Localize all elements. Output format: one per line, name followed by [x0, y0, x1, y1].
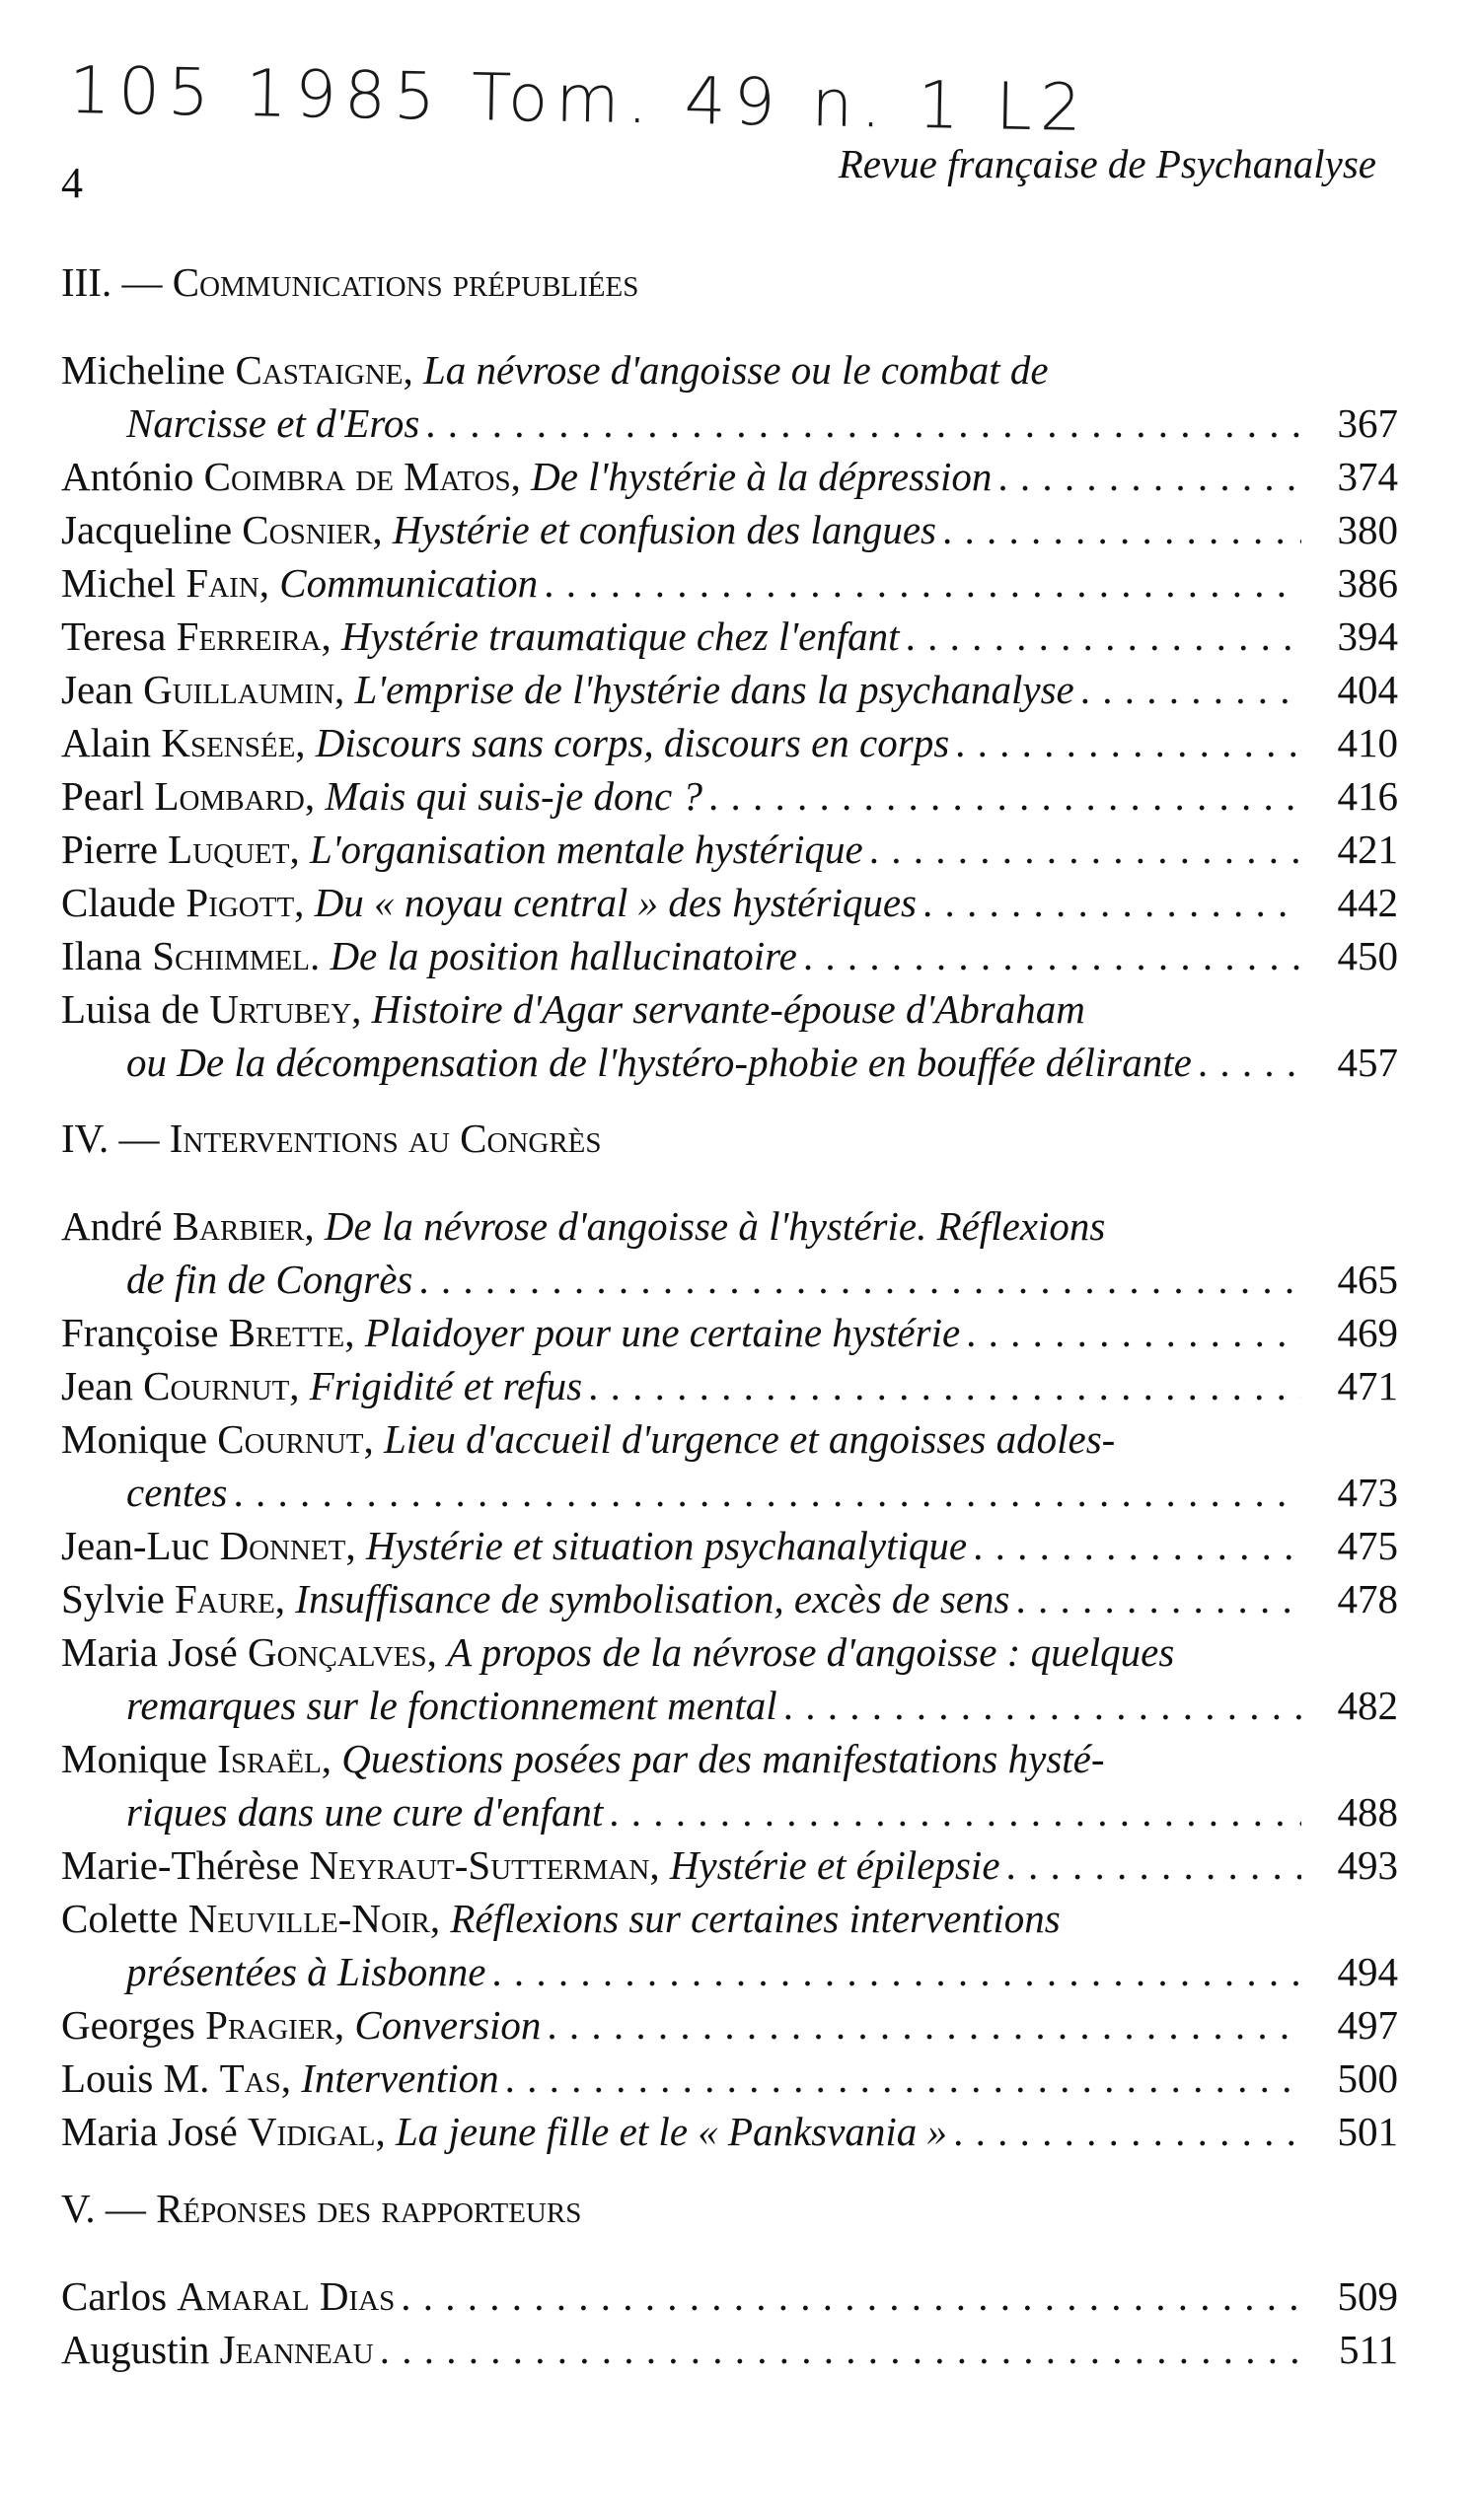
page-ref: 386	[1337, 560, 1398, 606]
page-ref: 469	[1337, 1310, 1398, 1355]
toc-entry[interactable]: Pearl Lombard, Mais qui suis-je donc ? . . . 416	[61, 769, 1398, 823]
page-ref: 494	[1337, 1949, 1398, 1994]
page-ref: 457	[1337, 1040, 1398, 1085]
page-ref: 394	[1337, 613, 1398, 659]
page-ref: 482	[1337, 1683, 1398, 1728]
page-number: 4	[61, 159, 83, 207]
page-ref: 442	[1337, 880, 1398, 925]
page-ref: 509	[1337, 2273, 1398, 2319]
running-head: Revue française de Psychanalyse	[838, 141, 1376, 186]
toc-entry[interactable]: Teresa Ferreira, Hystérie traumatique chez l'enfant . . . 394	[61, 610, 1398, 663]
toc-entry[interactable]: Michel Fain, Communication . . . 386	[61, 556, 1398, 610]
page-ref: 416	[1337, 773, 1398, 819]
page-ref: 374	[1337, 454, 1398, 499]
toc-entry[interactable]: Marie-Thérèse Neyraut-Sutterman, Hystérie et épilepsie . . . 493	[61, 1838, 1398, 1892]
section-5	[61, 2185, 1398, 2376]
toc-entry[interactable]: Monique Cournut, Lieu d'accueil d'urgence et angoisses adoles- centes . . . 473	[61, 1412, 1398, 1519]
page-ref: 493	[1337, 1842, 1398, 1888]
toc-entry[interactable]: Maria José Vidigal, La jeune fille et le « Panksvania » . . . 501	[61, 2105, 1398, 2158]
page-ref: 421	[1337, 827, 1398, 872]
section-title: IV. — Interventions au Congrès	[61, 1116, 602, 1161]
page-ref: 478	[1337, 1576, 1398, 1621]
toc-entry[interactable]: Claude Pigott, Du « noyau central » des hystériques . . . 442	[61, 876, 1398, 929]
toc-entry[interactable]: Carlos Amaral Dias . . . 509	[61, 2269, 1398, 2323]
toc-entry[interactable]: Alain Ksensée, Discours sans corps, discours en corps . . . 410	[61, 716, 1398, 769]
page-ref: 410	[1337, 720, 1398, 765]
toc-entry[interactable]: Ilana Schimmel. De la position hallucinatoire . . . 450	[61, 929, 1398, 982]
toc-entry[interactable]: Sylvie Faure, Insuffisance de symbolisation, excès de sens . . . 478	[61, 1572, 1398, 1625]
page-ref: 450	[1337, 933, 1398, 978]
page-ref: 475	[1337, 1523, 1398, 1568]
toc-entry[interactable]: António Coimbra de Matos, De l'hystérie à la dépression . . . 374	[61, 450, 1398, 503]
page-ref: 497	[1337, 2002, 1398, 2048]
toc-entry[interactable]: Jean-Luc Donnet, Hystérie et situation psychanalytique . . . 475	[61, 1519, 1398, 1572]
handwritten-note: 105 1985 Tom. 49 n. 1 L2	[68, 51, 1090, 147]
toc-entry[interactable]: Louis M. Tas, Intervention . . . 500	[61, 2052, 1398, 2105]
toc-entry[interactable]: Monique Israël, Questions posées par des manifestations hysté- riques dans une cure d'enfant . . . 488	[61, 1732, 1398, 1838]
toc-entry[interactable]: Augustin Jeanneau . . . 511	[61, 2323, 1398, 2376]
toc-entry[interactable]: Micheline Castaigne, La névrose d'angoisse ou le combat de Narcisse et d'Eros . . . 367	[61, 343, 1398, 450]
page-ref: 501	[1337, 2109, 1398, 2154]
section-title: V. — Réponses des rapporteurs	[61, 2186, 582, 2231]
toc-entry[interactable]: André Barbier, De la névrose d'angoisse à l'hystérie. Réflexions de fin de Congrès . . . 465	[61, 1199, 1398, 1306]
toc-entry[interactable]: Jacqueline Cosnier, Hystérie et confusion des langues . . . 380	[61, 503, 1398, 556]
toc-entry[interactable]: Pierre Luquet, L'organisation mentale hystérique . . . 421	[61, 823, 1398, 876]
toc-entry[interactable]: Françoise Brette, Plaidoyer pour une certaine hystérie . . . 469	[61, 1306, 1398, 1359]
page-ref: 471	[1337, 1363, 1398, 1408]
toc-entry[interactable]: Jean Cournut, Frigidité et refus . . . 471	[61, 1359, 1398, 1412]
section-4	[61, 1115, 1398, 2158]
page-ref: 367	[1337, 400, 1398, 446]
toc-entry[interactable]: Jean Guillaumin, L'emprise de l'hystérie dans la psychanalyse . . . 404	[61, 663, 1398, 716]
page-ref: 511	[1339, 2327, 1398, 2372]
page-ref: 500	[1337, 2055, 1398, 2101]
page-ref: 473	[1337, 1470, 1398, 1515]
page-ref: 380	[1337, 507, 1398, 552]
toc-entry[interactable]: Colette Neuville-Noir, Réflexions sur certaines interventions présentées à Lisbonne . . . 494	[61, 1892, 1398, 1998]
toc-entry[interactable]: Luisa de Urtubey, Histoire d'Agar servante-épouse d'Abraham ou De la décompensation de l'hystéro-phobie en bouffée délirante . . . 457	[61, 982, 1398, 1089]
section-3	[61, 258, 1398, 1089]
toc-entry[interactable]: Maria José Gonçalves, A propos de la névrose d'angoisse : quelques remarques sur le fonctionnement mental . . . 482	[61, 1625, 1398, 1732]
page-ref: 404	[1337, 667, 1398, 712]
toc-entry[interactable]: Georges Pragier, Conversion . . . 497	[61, 1998, 1398, 2052]
page-ref: 488	[1337, 1789, 1398, 1835]
page-ref: 465	[1337, 1257, 1398, 1302]
section-title: III. — Communications prépubliées	[61, 259, 639, 305]
